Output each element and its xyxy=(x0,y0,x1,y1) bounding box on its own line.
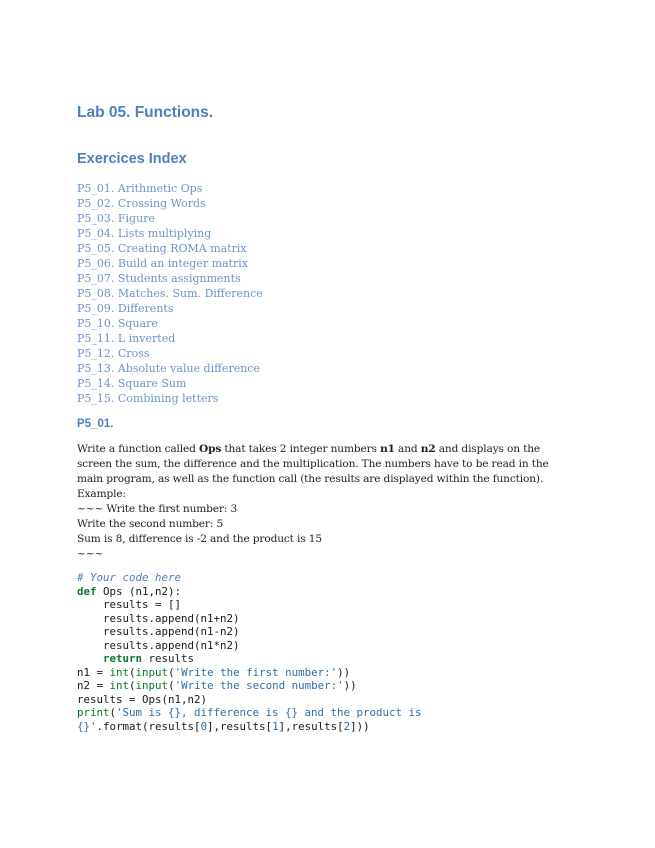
example-line: ~~~ Write the first number: 3 xyxy=(77,503,238,515)
description-line: main program, as well as the function call (the results are displayed within the function). xyxy=(77,473,544,485)
exercise-index-list xyxy=(77,181,263,406)
example-line: Write the second number: 5 xyxy=(77,518,224,530)
index-link[interactable]: P5_05. Creating ROMA matrix xyxy=(77,242,247,255)
code-text: ],results[ xyxy=(278,719,344,733)
code-string: 'Write the second number:' xyxy=(174,679,344,692)
code-line xyxy=(77,666,422,680)
example-line: Sum is 8, difference is -2 and the product is 15 xyxy=(77,533,322,545)
description-line: Example: xyxy=(77,488,126,500)
code-text: ( xyxy=(129,665,136,679)
code-text: ( xyxy=(129,679,136,692)
code-line xyxy=(77,679,422,693)
code-line xyxy=(77,720,422,734)
index-link[interactable]: P5_03. Figure xyxy=(77,212,155,225)
code-line: results.append(n1-n2) xyxy=(77,625,240,638)
code-builtin: int xyxy=(109,679,130,692)
code-comment: # Your code here xyxy=(77,571,182,584)
index-link[interactable]: P5_04. Lists multiplying xyxy=(77,227,212,240)
code-block xyxy=(77,571,422,733)
page-title: Lab 05. Functions. xyxy=(77,104,214,121)
code-builtin: int xyxy=(109,665,130,679)
text-run: and displays on the xyxy=(435,443,540,455)
code-text: ( xyxy=(109,706,117,719)
example-line: ~~~ xyxy=(77,548,104,560)
index-link[interactable]: P5_09. Differents xyxy=(77,302,174,315)
section-heading: P5_01. xyxy=(77,418,114,430)
text-run: and xyxy=(394,443,421,455)
index-link[interactable]: P5_15. Combining letters xyxy=(77,392,219,405)
index-link[interactable]: P5_12. Cross xyxy=(77,347,150,360)
param-name: n1 xyxy=(380,443,395,455)
index-heading: Exercices Index xyxy=(77,151,187,167)
index-link[interactable]: P5_11. L inverted xyxy=(77,332,176,345)
code-text: ],results[ xyxy=(207,719,273,733)
index-link[interactable]: P5_07. Students assignments xyxy=(77,272,241,285)
code-text: )) xyxy=(343,679,357,692)
code-text: .format(results[ xyxy=(96,719,201,733)
description-line xyxy=(77,442,577,457)
code-text: ( xyxy=(168,679,175,692)
code-builtin: print xyxy=(77,706,110,719)
code-keyword: return xyxy=(103,652,143,665)
code-builtin: input xyxy=(135,665,169,679)
function-name: Ops xyxy=(199,443,222,455)
index-link[interactable]: P5_13. Absolute value difference xyxy=(77,362,260,375)
code-line: results.append(n1*n2) xyxy=(77,638,240,652)
code-line xyxy=(77,571,422,585)
description-line: screen the sum, the difference and the multiplication. The numbers have to be read in the xyxy=(77,458,549,470)
code-line xyxy=(77,706,422,720)
code-text: ])) xyxy=(350,719,370,733)
code-line xyxy=(77,585,422,599)
exercise-description xyxy=(77,442,577,562)
code-text: ( xyxy=(168,665,175,679)
code-line: results = Ops(n1,n2) xyxy=(77,692,208,706)
index-link[interactable]: P5_02. Crossing Words xyxy=(77,197,206,210)
code-line xyxy=(77,652,422,666)
code-indent xyxy=(77,652,103,665)
param-name: n2 xyxy=(420,443,436,455)
index-link[interactable]: P5_08. Matches. Sum. Difference xyxy=(77,287,263,300)
code-string: {}' xyxy=(77,719,97,733)
code-number: 1 xyxy=(272,719,279,733)
code-string: 'Write the first number:' xyxy=(174,665,338,679)
code-text: n1 = xyxy=(77,665,110,679)
code-line: results.append(n1+n2) xyxy=(77,611,240,625)
code-builtin: input xyxy=(135,679,169,692)
index-link[interactable]: P5_14. Square Sum xyxy=(77,377,187,390)
code-number: 2 xyxy=(343,719,351,733)
text-run: that takes 2 integer numbers xyxy=(221,443,381,455)
code-number: 0 xyxy=(200,719,208,733)
code-text: n2 = xyxy=(77,679,110,692)
code-line: results = [] xyxy=(77,598,182,611)
code-string: 'Sum is {}, difference is {} and the product is xyxy=(116,706,422,719)
code-text: Ops (n1,n2): xyxy=(96,584,182,598)
code-text: results xyxy=(142,652,195,665)
text-run: Write a function called xyxy=(77,443,199,455)
index-link[interactable]: P5_01. Arithmetic Ops xyxy=(77,182,203,195)
index-link[interactable]: P5_10. Square xyxy=(77,317,158,330)
code-keyword: def xyxy=(77,584,97,598)
index-link[interactable]: P5_06. Build an integer matrix xyxy=(77,257,248,270)
code-text: )) xyxy=(337,665,351,679)
